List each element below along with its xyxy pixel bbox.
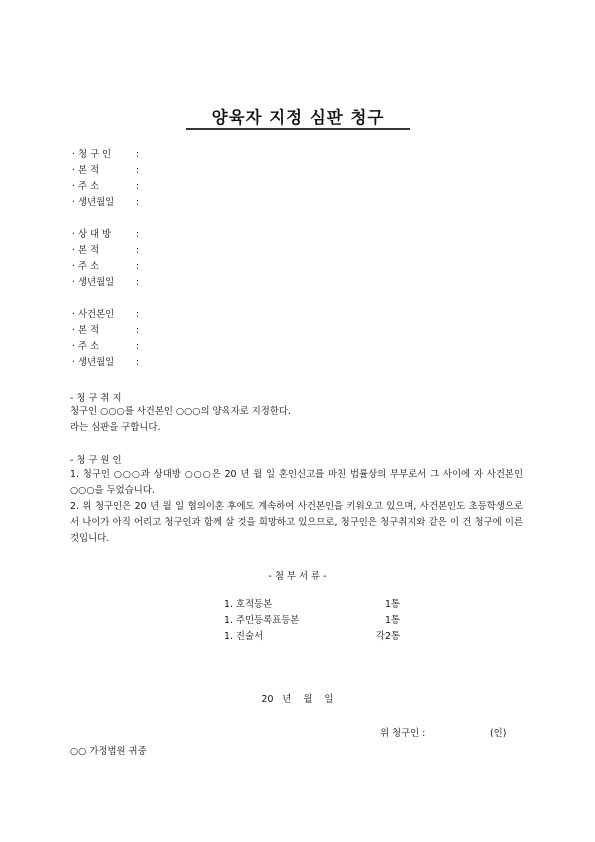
seal-mark: (인) xyxy=(490,728,507,739)
attachments-list xyxy=(224,596,400,644)
field-row xyxy=(72,243,139,259)
purpose-line: 청구인 ○○○를 사건본인 ○○○의 양육자로 지정한다. xyxy=(70,406,291,417)
date-line: 20 년 월 일 xyxy=(261,694,334,705)
purpose-heading: - 청 구 취 지 xyxy=(70,393,122,404)
signature-label: 위 청구인 : xyxy=(380,728,426,739)
party-block-claimant xyxy=(72,147,139,211)
field-value: : xyxy=(136,245,140,256)
field-label: · 사건본인 xyxy=(72,309,115,320)
field-value: : xyxy=(136,325,140,336)
document-title: 양육자 지정 심판 청구 xyxy=(211,108,385,127)
field-label: · 청 구 인 xyxy=(72,149,112,160)
field-label: · 생년월일 xyxy=(72,357,115,368)
field-label: · 본 적 xyxy=(72,165,100,176)
cause-paragraph: 1. 청구인 ○○○과 상대방 ○○○은 20 년 월 일 혼인신고를 마친 법률상의 부부로서 그 사이에 자 사건본인 ○○○을 두었습니다. xyxy=(70,469,523,496)
field-row xyxy=(72,339,139,355)
field-row xyxy=(72,163,139,179)
attachments-heading: - 첨 부 서 류 - xyxy=(268,571,327,582)
field-value: : xyxy=(136,229,140,240)
field-value: : xyxy=(136,277,140,288)
field-value: : xyxy=(136,165,140,176)
attachment-qty: 1통 xyxy=(384,599,400,610)
field-label: · 본 적 xyxy=(72,245,100,256)
field-row xyxy=(72,307,139,323)
field-row xyxy=(72,323,139,339)
cause-heading: - 청 구 원 인 xyxy=(70,455,122,466)
court-addressee: ○○ 가정법원 귀중 xyxy=(70,746,147,757)
field-value: : xyxy=(136,357,140,368)
field-label: · 상 대 방 xyxy=(72,229,112,240)
field-label: · 생년월일 xyxy=(72,197,115,208)
field-label: · 본 적 xyxy=(72,325,100,336)
field-row xyxy=(72,355,139,371)
party-block-case-person xyxy=(72,307,139,371)
attachment-qty: 각2통 xyxy=(375,631,400,642)
party-block-respondent xyxy=(72,227,139,291)
cause-text xyxy=(70,467,523,547)
attachment-item xyxy=(224,596,400,612)
field-row xyxy=(72,147,139,163)
cause-paragraph: 2. 위 청구인은 20 년 월 일 협의이혼 후에도 계속하여 사건본인을 키워오고 있으며, 사건본인도 초등학생으로서 나이가 아직 어리고 청구인과 함께 살 것을 희망하고 있으므로, 청구인은 청구취지와 같은 이 건 청구에 이른 것입니다. xyxy=(70,501,523,544)
field-value: : xyxy=(136,309,140,320)
field-value: : xyxy=(136,197,140,208)
field-row xyxy=(72,227,139,243)
attachment-qty: 1통 xyxy=(384,615,400,626)
field-label: · 주 소 xyxy=(72,341,100,352)
field-value: : xyxy=(136,181,140,192)
field-row xyxy=(72,179,139,195)
field-value: : xyxy=(136,149,140,160)
field-row xyxy=(72,195,139,211)
attachment-item xyxy=(224,628,400,644)
attachment-item xyxy=(224,612,400,628)
field-label: · 주 소 xyxy=(72,181,100,192)
attachment-name: 1. 주민등록표등본 xyxy=(224,615,300,626)
title-underline xyxy=(186,128,410,130)
attachment-name: 1. 호적등본 xyxy=(224,599,273,610)
purpose-line: 라는 심판을 구합니다. xyxy=(70,422,161,433)
field-row xyxy=(72,259,139,275)
field-value: : xyxy=(136,341,140,352)
field-label: · 생년월일 xyxy=(72,277,115,288)
field-value: : xyxy=(136,261,140,272)
purpose-text xyxy=(70,404,291,436)
attachment-name: 1. 진술서 xyxy=(224,631,264,642)
field-label: · 주 소 xyxy=(72,261,100,272)
field-row xyxy=(72,275,139,291)
